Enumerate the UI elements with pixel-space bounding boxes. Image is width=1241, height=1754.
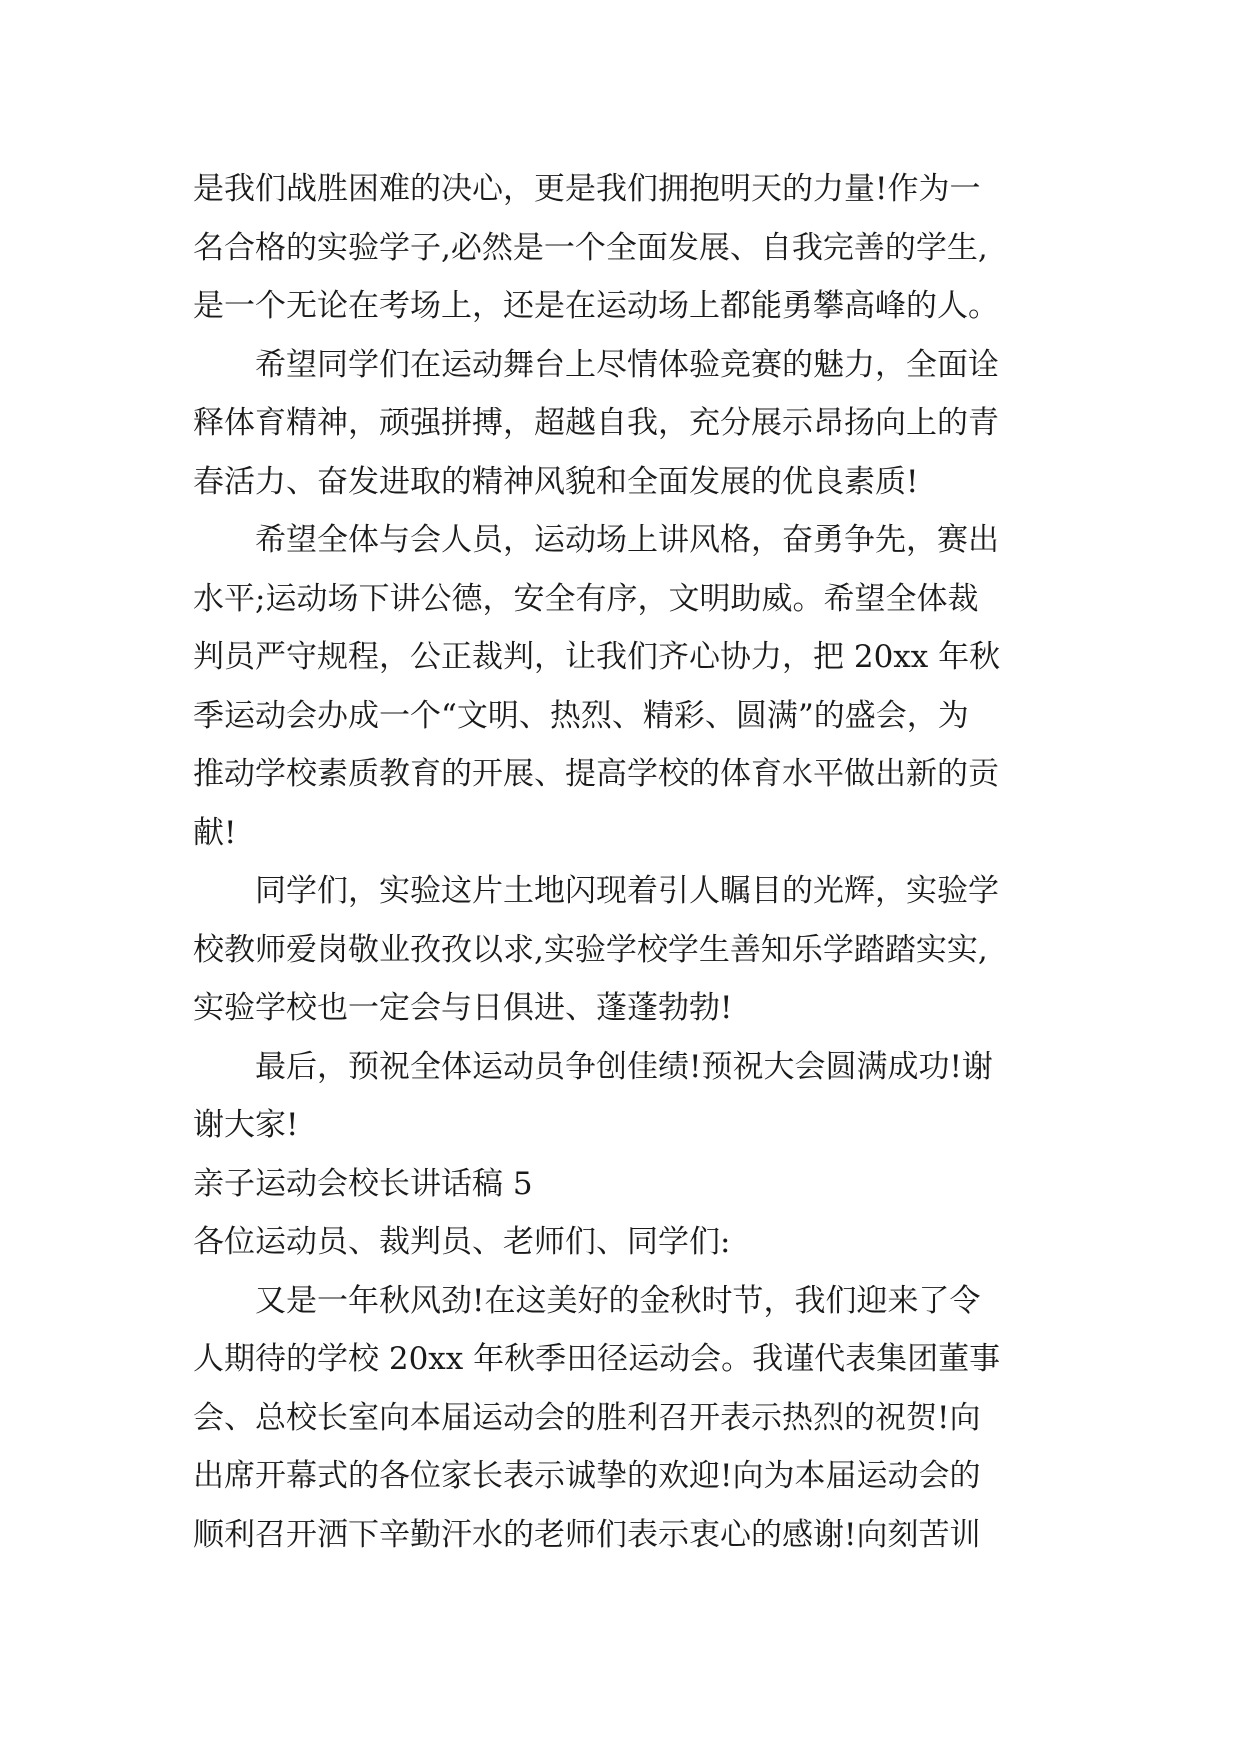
paragraph-6	[193, 1272, 1093, 1565]
paragraph-2	[193, 336, 1093, 512]
text-line: 校教师爱岗敬业孜孜以求,实验学校学生善知乐学踏踏实实,	[193, 931, 988, 968]
text-line: 推动学校素质教育的开展、提高学校的体育水平做出新的贡	[193, 756, 999, 792]
section-heading: 亲子运动会校长讲话稿 5	[193, 1165, 533, 1202]
text-line: 献!	[193, 814, 237, 851]
document-page	[193, 160, 1093, 1564]
paragraph-4	[193, 862, 1093, 1038]
text-line: 顺利召开洒下辛勤汗水的老师们表示衷心的感谢!向刻苦训	[193, 1516, 981, 1553]
paragraph-1	[193, 160, 1093, 336]
text-line: 希望同学们在运动舞台上尽情体验竞赛的魅力，全面诠	[255, 346, 999, 383]
text-line: 谢大家!	[193, 1107, 299, 1143]
text-line: 出席开幕式的各位家长表示诚挚的欢迎!向为本届运动会的	[193, 1458, 981, 1494]
salutation: 各位运动员、裁判员、老师们、同学们:	[193, 1224, 731, 1260]
text-line: 名合格的实验学子,必然是一个全面发展、自我完善的学生,	[193, 229, 988, 266]
text-line: 同学们，实验这片土地闪现着引人瞩目的光辉，实验学	[255, 873, 999, 909]
text-line: 是我们战胜困难的决心，更是我们拥抱明天的力量!作为一	[193, 171, 981, 207]
text-line: 季运动会办成一个“文明、热烈、精彩、圆满”的盛会，为	[193, 697, 969, 734]
text-line: 实验学校也一定会与日俱进、蓬蓬勃勃!	[193, 990, 733, 1026]
paragraph-3	[193, 511, 1093, 862]
text-line: 释体育精神，顽强拼搏，超越自我，充分展示昂扬向上的青	[193, 405, 999, 441]
text-line: 又是一年秋风劲!在这美好的金秋时节，我们迎来了令	[255, 1282, 981, 1319]
text-line: 是一个无论在考场上，还是在运动场上都能勇攀高峰的人。	[193, 288, 999, 324]
text-line: 最后，预祝全体运动员争创佳绩!预祝大会圆满成功!谢	[255, 1048, 993, 1085]
text-line: 希望全体与会人员，运动场上讲风格，奋勇争先，赛出	[255, 522, 999, 558]
text-line: 判员严守规程，公正裁判，让我们齐心协力，把 20xx 年秋	[193, 639, 1001, 675]
text-line: 春活力、奋发进取的精神风貌和全面发展的优良素质!	[193, 463, 919, 500]
text-line: 水平;运动场下讲公德，安全有序，文明助威。希望全体裁	[193, 580, 979, 617]
paragraph-5	[193, 1038, 1093, 1155]
text-line: 人期待的学校 20xx 年秋季田径运动会。我谨代表集团董事	[193, 1341, 1001, 1377]
text-line: 会、总校长室向本届运动会的胜利召开表示热烈的祝贺!向	[193, 1399, 981, 1436]
